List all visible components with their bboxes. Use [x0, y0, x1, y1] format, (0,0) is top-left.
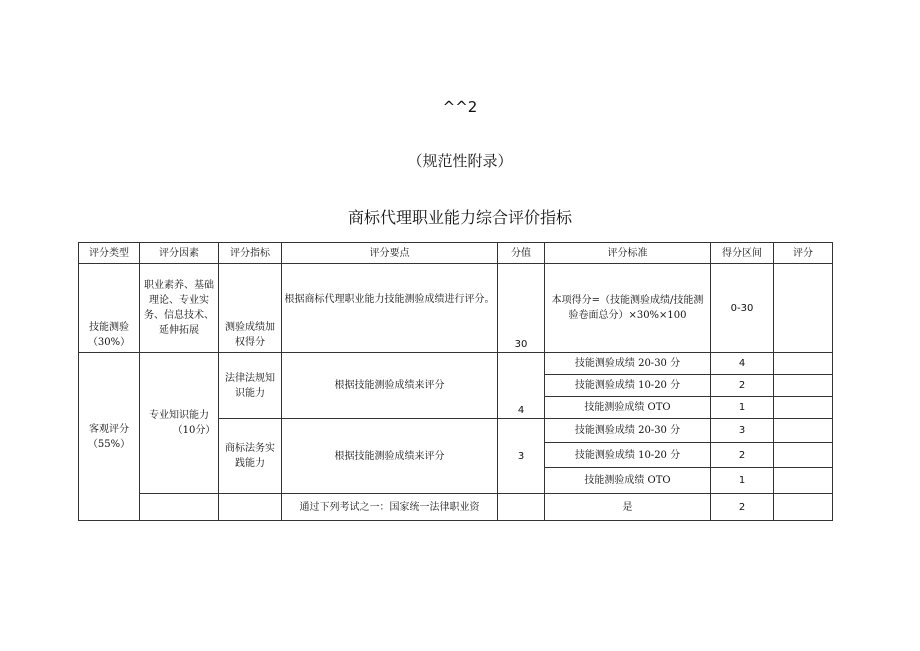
score-standard-cell: 本项得分=（技能测验成绩/技能测验卷面总分）×30%×100: [545, 264, 711, 353]
score-indicator-cell: [219, 494, 282, 521]
score-range-cell: 1: [711, 468, 774, 494]
score-value-cell: 3: [498, 419, 545, 494]
score-cell: [774, 419, 833, 443]
score-standard-cell: 技能测验成绩 OTO: [545, 397, 711, 419]
score-range-cell: 1: [711, 397, 774, 419]
table-row: [79, 494, 833, 521]
column-header: 分值: [498, 243, 545, 264]
score-value-cell: 30: [498, 264, 545, 353]
score-indicator-cell: 测验成绩加权得分: [219, 264, 282, 353]
column-header: 评分因素: [140, 243, 219, 264]
score-point-cell: 根据商标代理职业能力技能测验成绩进行评分。: [282, 264, 498, 353]
score-range-cell: 3: [711, 419, 774, 443]
table-row-skill-test: [79, 264, 833, 353]
score-cell: [774, 264, 833, 353]
score-value-cell: [498, 494, 545, 521]
score-cell: [774, 494, 833, 521]
normative-appendix-label: （规范性附录）: [407, 152, 513, 170]
score-standard-cell: 技能测验成绩 20-30 分: [545, 353, 711, 375]
score-type-cell: 技能测验（30%）: [79, 264, 140, 353]
score-type-cell: [79, 353, 140, 521]
score-type-label: 客观评分（55%）: [87, 423, 131, 450]
score-point-cell: 通过下列考试之一：国家统一法律职业资: [282, 494, 498, 521]
score-value-cell: 4: [498, 353, 545, 419]
score-indicator-cell: 商标法务实践能力: [219, 419, 282, 494]
column-header: 得分区间: [711, 243, 774, 264]
score-standard-cell: 技能测验成绩 OTO: [545, 468, 711, 494]
score-cell: [774, 375, 833, 397]
column-header: 评分指标: [219, 243, 282, 264]
evaluation-table: [78, 242, 833, 521]
score-cell: [774, 353, 833, 375]
score-range-cell: 0-30: [711, 264, 774, 353]
score-standard-cell: 是: [545, 494, 711, 521]
score-factor-cell: 职业素养、基础理论、专业实务、信息技术、延伸拓展: [140, 264, 219, 353]
score-cell: [774, 468, 833, 494]
score-standard-cell: 技能测验成绩 10-20 分: [545, 375, 711, 397]
score-cell: [774, 443, 833, 468]
column-header: 评分标准: [545, 243, 711, 264]
score-indicator-cell: 法律法规知识能力: [219, 353, 282, 419]
column-header: 评分: [774, 243, 833, 264]
column-header: 评分要点: [282, 243, 498, 264]
score-range-cell: 2: [711, 443, 774, 468]
score-factor-points: （10分）: [172, 425, 216, 436]
score-point-cell: 根据技能测验成绩来评分: [282, 353, 498, 419]
table-row: [79, 353, 833, 375]
column-header: 评分类型: [79, 243, 140, 264]
score-standard-cell: 技能测验成绩 20-30 分: [545, 419, 711, 443]
score-range-cell: 4: [711, 353, 774, 375]
page-title: 商标代理职业能力综合评价指标: [347, 208, 572, 227]
score-factor-cell: [140, 353, 219, 494]
score-cell: [774, 397, 833, 419]
score-factor-label: 专业知识能力: [149, 410, 209, 421]
score-standard-cell: 技能测验成绩 10-20 分: [545, 443, 711, 468]
table-header-row: [79, 243, 833, 264]
appendix-label: ^^2: [442, 98, 478, 116]
score-factor-cell: [140, 494, 219, 521]
score-point-cell: 根据技能测验成绩来评分: [282, 419, 498, 494]
score-range-cell: 2: [711, 375, 774, 397]
score-range-cell: 2: [711, 494, 774, 521]
